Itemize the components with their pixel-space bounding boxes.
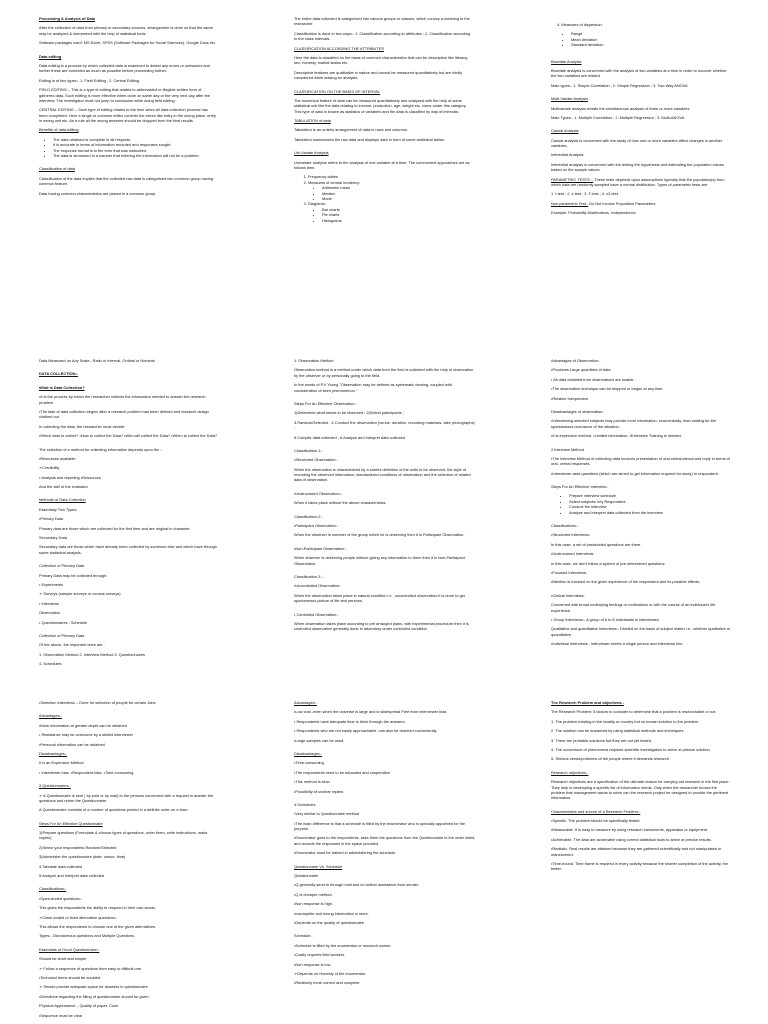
line: Secondary Data xyxy=(39,535,67,541)
subheading: Steps For An Effective Interview:- xyxy=(551,484,609,490)
line: •The main difference is that a schedule is filled by the enumerator who is specially appointed for the purpose. xyxy=(294,820,466,832)
page1-col2 xyxy=(294,16,474,316)
line: Concerned with broad underlying feelings or motivations or with the course of an individual's life experience. xyxy=(551,602,716,613)
paragraph: Main types:- 1. Simple Correlation ; 2. Simple Regression ; 3. Two-Way ANOVA xyxy=(551,82,688,88)
subheading: CLASSIFICATION ACCORDING THE ATTRIBUTES xyxy=(294,45,384,51)
list-item: • Mean deviation xyxy=(571,37,731,42)
paragraph: Inferential analysis is concerned with the testing the hypothesis and estimating the population values based on the sample values. xyxy=(551,161,724,173)
line: Types:- Dichotomous questions and Multiple Questions. xyxy=(39,933,136,939)
line: Essentialy Two Types: xyxy=(39,506,78,512)
list-item: • It is accurate in terms of information recorded and responses sought. xyxy=(53,142,217,147)
paragraph: Classification is done in two ways:- 1. Classification according to attributes ; 2. Classification according to the class intervals. xyxy=(294,30,471,42)
line: When the observer is member of the group which he is observing then it is Participant Observation. xyxy=(294,532,465,538)
subheading: Uni-Variate Analysis xyxy=(294,150,329,156)
line: •Structured Observation:- xyxy=(294,457,338,463)
subheading: Causal Analysis xyxy=(551,128,579,134)
line: •Time consuming xyxy=(294,760,324,766)
line: •Sequence must be clear xyxy=(39,1012,83,1018)
line: The selection of a method for collecting information depends upon the :- xyxy=(39,446,163,452)
list-item: • Pie charts xyxy=(322,212,474,217)
subheading: Essentials of Good Questionnaire:- xyxy=(39,946,100,952)
paragraph: •Specific. The problem should be specifically tested xyxy=(551,818,640,824)
section-heading: What is Data Collection? xyxy=(39,384,85,390)
line: Schedule:- xyxy=(294,933,313,939)
paragraph: Descriptive features are qualitative in nature and cannot be measured quantitatively but are kindly considered while making an analysis. xyxy=(294,69,463,81)
paragraph: •Measurable. It is easy to measure by using research instruments, apparatus or equipment. xyxy=(551,827,709,833)
line: It is an Expensive Method xyxy=(39,760,84,766)
list-item: • The response format is in the form that was instructed. xyxy=(53,148,217,153)
line: •Resources available xyxy=(39,455,76,461)
line: •Which data to collect? •How to collect the Data? •Who will collect the Data? •When to collect the Data? xyxy=(39,433,218,439)
line: ➢ Surveys (sample surveys or census surveys) xyxy=(39,591,121,597)
line: •Incomplete and wrong information is more. xyxy=(294,910,369,916)
subheading: Multi-Variate Analysis xyxy=(551,96,588,102)
line: •Participant Observation:- xyxy=(294,523,339,529)
line: • Questionnaires ; Schedule xyxy=(39,619,88,625)
text: These tests depends upon assumptions typically that the population(s) from which data are randomly sampled have a normal distribution. Types of parametric tests are: xyxy=(551,176,725,188)
page3-col3 xyxy=(551,700,731,1020)
paragraph: Tabulation summarizes the raw data and displays data in form of some statistical tables. xyxy=(294,136,446,142)
list-item: • The data is structured in a manner that entering the information will not be a problem. xyxy=(53,153,217,158)
line: When observer is observing people without giving any information to them then it is Non-Participant Observation. xyxy=(294,555,465,566)
line: Advantages of Observation:- xyxy=(551,358,601,363)
line: •Schedule is filled by the enumerator or research worker. xyxy=(294,942,392,948)
label: Non parametric Test:- xyxy=(551,200,589,206)
line: • All data obtained from observations are usable. xyxy=(551,376,635,382)
subheading: Characteristics and source of a Research Problem:- xyxy=(551,808,641,814)
subheading: Classifications:- xyxy=(39,886,67,892)
line: Qualitative and quantitative Interviews:- Divided on the basis of subject matter i.e., whether qualitative or quantitative. xyxy=(551,626,731,637)
subheading: Advantages:- xyxy=(294,700,317,705)
line: •Clinical Interviews: xyxy=(551,592,585,598)
paragraph: Bivariate analysis is concerned with the analysis of two variables at a time in order to uncover whether the two variables are related xyxy=(551,67,727,79)
line: •The respondents need to be educated and cooperative xyxy=(294,769,390,775)
line: •Depends on the quality of questionnaire xyxy=(294,919,364,925)
line: Of the above, the important ones are : xyxy=(39,642,105,648)
line: •Personal information can be obtained xyxy=(39,741,105,747)
page1-col1 xyxy=(39,16,217,316)
line: •Unstructured Interviews: xyxy=(551,551,595,557)
section-title: Processing & Analysis of Data xyxy=(39,16,96,21)
line: •Structured Interviews: xyxy=(551,532,590,538)
line: •This method is slow xyxy=(294,779,330,785)
paragraph: Here the data is classified on the basis of common characteristics that can be descriptive like literacy, sex, honesty, marital status etc. xyxy=(294,54,469,66)
line: Physical Appearance – Quality of paper, Color xyxy=(39,1003,119,1009)
line: ➢ Follow a sequence of questions from easy to difficult one xyxy=(39,965,142,971)
paragraph: Data having common characteristics are placed in a common group. xyxy=(39,190,157,196)
interview-steps-list xyxy=(551,493,731,515)
section-heading: DATA COLLECTION:- xyxy=(39,371,79,377)
line: •Costly requires field workers. xyxy=(294,952,346,958)
line: •Non response is low xyxy=(294,961,331,967)
line: Questionnaire xyxy=(294,873,319,879)
line: Attention is focused on the given experience of the respondent and its possible effects. xyxy=(551,579,701,585)
subheading: Bivariate Analysis xyxy=(551,58,582,64)
line: • Group Interviews:- A group of 6 to 8 individuals is interviewed. xyxy=(551,616,660,622)
line: • Resistance may be overcome by a skilled interviewer xyxy=(39,732,133,738)
subheading: 3.Questionnaires:- xyxy=(39,783,71,789)
line: •Q generally send to through mail and no further assistance from sender. xyxy=(294,882,420,888)
line: Primary Data may be collected through: xyxy=(39,572,108,578)
paragraph: 5. Serious needs/problems of the people where it demands research. xyxy=(551,756,670,762)
subheading: Steps For An Effective Questionnaire xyxy=(39,820,103,826)
paragraph: 3. There are probable solutions but they are not yet tested. xyxy=(551,737,652,743)
line: •Directions regarding the filling of questionnaire should be given xyxy=(39,993,149,999)
paragraph: 2. The solution can be answered by using statistical methods and techniques. xyxy=(551,728,685,734)
line: Classifications:- xyxy=(551,523,579,529)
line: ➢Depends on Honesty of the enumerator. xyxy=(294,970,367,976)
list-item: • Range xyxy=(571,31,731,36)
paragraph: The entire data collected is categorized into various groups or classes, which convey a meaning to the researcher. xyxy=(294,16,470,27)
list-item-label: Measures of central tendency: xyxy=(308,179,361,185)
paragraph: 1. t-test ; 2. z-test ; 3. F-test ; 4. x2-test xyxy=(551,191,618,197)
paragraph: •Achievable. The data are achievable using correct statistical tools to arrive at precise results. xyxy=(551,836,712,842)
paragraph: Data editing is a process by which collected data is examined to detect any errors or omissions and further these are corrected as much as possible before proceeding further. xyxy=(39,62,210,74)
line: And the skill of the evaluator xyxy=(39,484,88,490)
paragraph: CENTRAL EDITING – Such type of editing relates to the time when all data collection process has been completed. Here a single or common editor corrects the errors like entry in the wrong place, entry in wrong unit etc. As a rule all the wrong answers should be dropped from the final results. xyxy=(39,107,216,124)
line: •Technical terms should be avoided xyxy=(39,974,101,980)
line: 4.Tabulate data collected xyxy=(39,863,83,869)
line: •It is expensive method. •Limited information. •Extensive Training is needed. xyxy=(551,433,682,439)
line: 5.Analyze and interpret data collected xyxy=(39,873,105,879)
paragraph: Tabulation is an orderly arrangement of data in rows and columns. xyxy=(294,127,408,133)
line: A Questionnaire consists of a number of questions printed in a definite order on a form. xyxy=(39,807,189,813)
benefits-list xyxy=(39,137,217,159)
subheading: Disadvantages:- xyxy=(39,750,68,756)
line: Collection of Primary Data xyxy=(39,563,85,569)
line: Classification-2:- xyxy=(294,513,323,519)
line: 2.Interview Method xyxy=(551,446,584,452)
line: 1)Determine what needs to be observed ; 2)Select participants ; xyxy=(294,410,404,416)
diagram-list xyxy=(308,207,474,223)
page2-col1 xyxy=(39,358,219,678)
line: •Non response is high. xyxy=(294,901,333,907)
line: 4.Schedules xyxy=(294,801,316,807)
page2-col2 xyxy=(294,358,476,678)
paragraph: •Time-bound. Time frame is required in every activity because the shorter completion of the activity, the better. xyxy=(551,861,728,872)
paragraph: After the collection of data from primary or secondary sources, arrangement is done so that the same may be analyzed & interpreted with the help of statistical tools. xyxy=(39,25,213,36)
list-item: • Mode xyxy=(322,196,474,201)
line: •Possibility of unclear replies xyxy=(294,788,344,794)
label: PARAMETRIC TESTS :- xyxy=(551,176,594,182)
line: In this case, a set of predecided questions are there. xyxy=(551,541,642,547)
line: ➢ A Questionnaire is sent ( by post or by mail) to the persons concerned with a request to answer the questions and return the Questionnaire. xyxy=(39,792,214,803)
line: • Controlled Observation:- xyxy=(294,611,339,617)
line: •Open-ended questions:- xyxy=(39,895,83,901)
paragraph: Editing is of two types:- 1. Field Editing ; 2. Central Editing xyxy=(39,77,139,83)
line: •Produces Large quantities of data. xyxy=(551,367,612,373)
line: •More information at greater depth can be obtained xyxy=(39,722,127,728)
list-item: 1. Frequency tables xyxy=(308,174,474,179)
line: This gives the respondents the ability to respond in their own words. xyxy=(39,905,156,911)
univariate-list xyxy=(294,174,474,223)
paragraph: 1. The problem existing in the locality or country but no known solution to the problem. xyxy=(551,718,700,724)
paragraph: 4. The occurrence of phenomena requires scientific investigation to arrive at precise solution. xyxy=(551,746,711,752)
line: •Non-Participant Observation:- xyxy=(294,545,347,551)
line: •Low cost -even when the universe is large and is widespread Free from interviewer bias xyxy=(294,709,447,715)
page2-col3 xyxy=(551,358,731,678)
line: •The Interview Method of collecting data involves presentation of oral-verbal stimuli and reply in terms of oral- verbal responses. xyxy=(551,455,730,467)
line: 5.Compile data collected ; 6.Analyze and interpret data collected xyxy=(294,434,405,440)
line: • Interviews xyxy=(39,600,59,606)
line: •Interviewer asks questions (which are aimed to get information required for study) to respondent. xyxy=(551,470,719,476)
subheading: Inferential Analysis xyxy=(551,152,584,158)
paragraph: Research objectives are a specification of the ultimate reason for carrying out research in the first place. They help in developing a specific list of information needs. Only when the researcher knows the problem that management wants to solve can the research project be designed to provide the pertinent information. xyxy=(551,779,730,801)
subheading: Advantages:- xyxy=(39,713,62,719)
line: When the observation takes place in natural condition i.e , uncontrolled observation.It is done to get spontaneous picture of life and persons. xyxy=(294,592,465,604)
line: Secondary data are those which have already been collected by someone else and which have through some statistical analysis. xyxy=(39,544,218,555)
line: •Interviewing selected subjects may provide more information, economically, than waiting for the spontaneous occurance of the situation. xyxy=(551,418,716,429)
line: •Very similar to Questionnaire method xyxy=(294,811,360,817)
line: 1)Prepare questions (Formulate & choose types of questions, order them, write instructions, make copies) xyxy=(39,830,208,841)
line: 2)Select your respondents Random/Selected xyxy=(39,844,117,850)
subheading: Questionnaire Vs. Schedule xyxy=(294,863,343,869)
line: When the observation is characterized by a careful definition of the units to be observed, the style of recording the observed information, standardized conditions of observation and the selection of related data of observation. xyxy=(294,466,471,483)
line: When observation takes place according to pre arranged plans, with experimental procedure then it is controlled observation generally done in laboratory under controlled condition. xyxy=(294,620,469,632)
line: Should be short and simple xyxy=(39,956,87,962)
subheading: Classification of data xyxy=(39,166,75,172)
line: 4. Schedules xyxy=(39,661,62,667)
line: •Large samples can be used. xyxy=(294,737,345,743)
line: Primary data are those which are collected for the first time and are original in character. xyxy=(39,525,191,531)
line: •Relative Inexpensive xyxy=(551,395,589,401)
line: • Respondents have adequate time to think through the answers. xyxy=(294,718,406,724)
page1-col3 xyxy=(551,22,731,322)
paragraph xyxy=(551,201,731,206)
paragraph xyxy=(551,177,731,188)
line: •Enumerator goes to the respondents, asks them the questions from the Questionnaire in the order listed, and records the responses in the space provided. xyxy=(294,835,476,846)
paragraph: Univariate analysis refers to the analysis of one variable at a time. The commonest approaches are as follows time. xyxy=(294,159,470,171)
line: •The task of data collection begins after a research problem has been defined and research design chalked out xyxy=(39,408,209,420)
line: •Relatively more correct and complete xyxy=(294,980,360,986)
paragraph: Software packages used: MS Excel, SPSS (Software Packages for Social Sciences), Google Docs etc. xyxy=(39,40,217,46)
line: In the words of P.V Young "Observation may be defined as systematic viewing, coupled with consideration of seen phenomenon." xyxy=(294,382,452,393)
line: •Q is cheaper method. xyxy=(294,891,333,897)
line: •Unstructured Observation:- xyxy=(294,490,343,496)
line: 3.Random/Selected ; 4.Conduct the observation (venue, duration, recording materials, take photographs) ; xyxy=(294,419,475,431)
subheading: Methods of Data Collection xyxy=(39,497,86,503)
list-item xyxy=(308,180,474,202)
line: Classification-1:- xyxy=(294,447,323,453)
list-item xyxy=(308,201,474,223)
line: •The observation technique can be stopped or begun at any time. xyxy=(551,386,664,392)
paragraph: The numerical feature of data can be measured quantitatively and analyzed with the help of some statistical unit like the data relating to income, production, age, weight etc. come under this category. This type of data is known as statistics of variables and the data is classified by way of intervals. xyxy=(294,97,467,114)
line: Disadvantages of observation:- xyxy=(551,408,605,414)
list-item: • The data obtained is complete in all respects. xyxy=(53,137,217,142)
line: ➢ Should provide adequate space for answers in questionnaire xyxy=(39,984,148,990)
list-item: • Analyze and interpret data collected from the interview xyxy=(569,510,731,515)
line: Steps For An Effective Observation: xyxy=(294,400,356,406)
paragraph: The Research Problem: 5 factors to consider to determine that a problem is researchable or not. xyxy=(551,709,717,715)
subheading: Disadvantages:- xyxy=(294,750,323,756)
line: •Enumerator must be trained in administering the schedule. xyxy=(294,850,397,856)
line: Observation xyxy=(39,610,60,616)
list-item-label: Diagrams: xyxy=(308,201,326,207)
paragraph: FIELD EDITING – This is a type of editing that relates to abbreviated or illegible written form of gathered data. Such editing is more effective when done on same day or the very next day after the interview. The investigator must not jump to conclusion while doing field editing. xyxy=(39,87,211,103)
list-item: • Median xyxy=(322,191,474,196)
line: This allows the respondents to choose one of the given alternatives. xyxy=(39,923,157,929)
subheading: CLASSIFICATION ON THE BASIS OF INTERVAL xyxy=(294,88,381,94)
paragraph: •Selection Interviews – Done for selection of people for certain Jobs. xyxy=(39,700,157,705)
list-item: • Conduct the interview xyxy=(569,504,731,509)
paragraph: Example: Probability Distributions, Independence xyxy=(551,210,636,216)
line: ➢Credibility xyxy=(39,465,60,471)
section-heading: The Research Problem and objectives:- xyxy=(551,700,624,705)
line: Collection of Primary Data xyxy=(39,632,85,638)
paragraph: Causal analysis is concerned with the study of how one or more variables affect changes in another variables. xyxy=(551,137,723,149)
list-item: 4. Measures of dispersion: xyxy=(557,22,603,27)
section-heading: Data editing xyxy=(39,53,62,59)
line: ➢Close-ended or fixed alternative questions:- xyxy=(39,914,118,920)
line: 1. Observation Method 2. Interview Method 3. Questionnaires xyxy=(39,651,145,657)
list-item: • Prepare interview schedule xyxy=(569,493,731,498)
list-item: • Arithmetic mean xyxy=(322,185,474,190)
line: In this case, we don't follow a system of pre-determined questions. xyxy=(551,560,666,566)
subheading: TABULATION of data xyxy=(294,118,331,124)
line: • Experiments xyxy=(39,581,64,587)
line: 1. Observation Method xyxy=(294,358,334,363)
text: Do Not Involve Population Parameters xyxy=(589,200,656,206)
page3-col2 xyxy=(294,700,476,1020)
line: In collecting the data, the researcher must decide: xyxy=(39,423,126,429)
dispersion-list xyxy=(551,31,731,47)
line: •It is the process by which the researcher collects the information needed to answer the research problem xyxy=(39,394,206,405)
subheading: Benefits of data editing xyxy=(39,127,79,133)
line: •Individual Interviews:- Interviewer meets a single person and interviews him. xyxy=(551,641,684,647)
subheading: Research objectives:- xyxy=(551,769,589,775)
list-item: • Standard deviation xyxy=(571,42,731,47)
paragraph: Main Types:- 1. Multiple Correlation ; 2. Multiple Regression ; 3. Multi-ANOVA xyxy=(551,114,685,120)
list-item: • Histograms xyxy=(322,218,474,223)
paragraph: Data Measured on Any Scale– Ratio or Interval, Ordinal or Nominal xyxy=(39,358,155,363)
line: 3)Administer the questionnaire (date, venue, time) xyxy=(39,854,126,860)
line: •Primary Data xyxy=(39,516,64,522)
paragraph: Classification of the data implies that the collected raw data is categorized into common group having common feature. xyxy=(39,175,214,187)
line: • Interviewer bias. •Respondent bias. •Time consuming. xyxy=(39,769,135,775)
central-tendency-list xyxy=(308,185,474,201)
line: Observation method is a method under which data from the field is collected with the help of observation by the observer or by personally going to the field. xyxy=(294,367,474,378)
list-item: • Bar charts xyxy=(322,207,474,212)
page3-col1 xyxy=(39,700,219,1020)
line: • Respondents who are not easily approachable, can also be reached conveniently. xyxy=(294,728,438,734)
list-item: • Select subjects/ key Respondent xyxy=(569,499,731,504)
paragraph: Multivariate analysis entails the simultaneous analysis of three or more variables xyxy=(551,105,690,111)
line: Classification-3 :- xyxy=(294,573,324,579)
line: When it takes place without the above characteristics. xyxy=(294,500,387,506)
line: •Uncontrolled Observation:- xyxy=(294,583,342,589)
line: •Focused Interviews: xyxy=(551,569,587,575)
line: • Analysis and reporting •Resources xyxy=(39,474,101,480)
paragraph: •Realistic. Real results are attained because they are gathered scientifically and not manipulated or maneuvered. xyxy=(551,846,722,857)
